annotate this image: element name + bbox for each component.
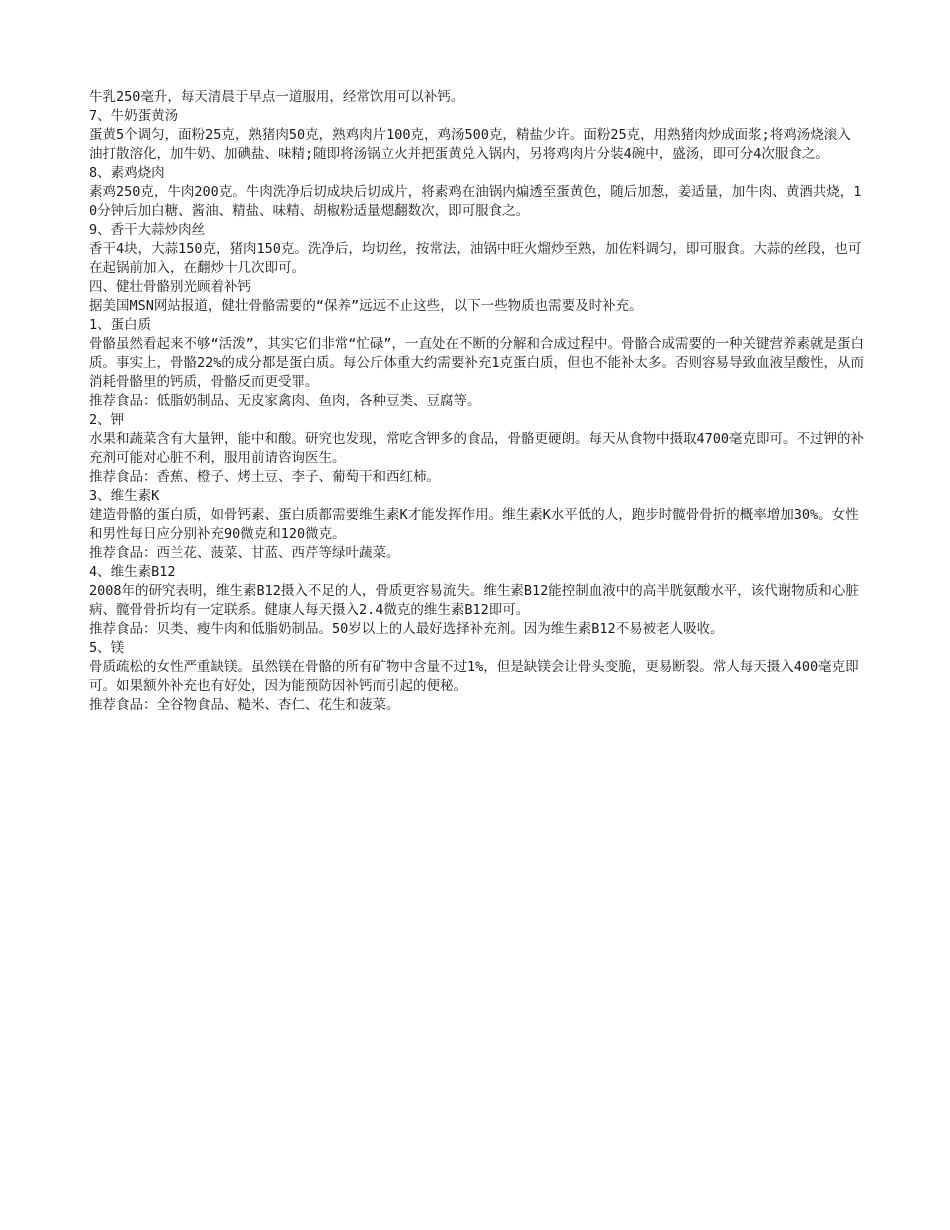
paragraph: 骨质疏松的女性严重缺镁。虽然镁在骨骼的所有矿物中含量不过1%，但是缺镁会让骨头变脆，更易断裂。常人每天摄入400毫克即可。如果额外补充也有好处，因为能预防因补钙而引起的便秘。 [89,659,859,694]
recommendation: 推荐食品：香蕉、橙子、烤土豆、李子、葡萄干和西红柿。 [89,469,440,485]
document-body [89,88,864,715]
section-heading: 3、维生素K [89,488,160,504]
recommendation: 推荐食品：全谷物食品、糙米、杏仁、花生和菠菜。 [89,697,400,713]
paragraph: 2008年的研究表明，维生素B12摄入不足的人，骨质更容易流失。维生素B12能控制血液中的高半胱氨酸水平，该代谢物质和心脏病、髋骨骨折均有一定联系。健康人每天摄入2.4微克的维生素B12即可。 [89,583,859,618]
paragraph: 蛋黄5个调匀，面粉25克，熟猪肉50克，熟鸡肉片100克，鸡汤500克，精盐少许。面粉25克，用熟猪肉炒成面浆;将鸡汤烧滚入油打散溶化，加牛奶、加碘盐、味精;随即将汤锅立火并把蛋黄兑入锅内，另将鸡肉片分装4碗中，盛汤，即可分4次服食之。 [89,127,851,162]
paragraph: 牛乳250毫升，每天清晨于早点一道服用，经常饮用可以补钙。 [89,89,465,105]
paragraph: 水果和蔬菜含有大量钾，能中和酸。研究也发现，常吃含钾多的食品，骨骼更硬朗。每天从食物中摄取4700毫克即可。不过钾的补充剂可能对心脏不利，服用前请咨询医生。 [89,431,865,466]
section-heading: 四、健壮骨骼别光顾着补钙 [89,279,251,295]
paragraph: 骨骼虽然看起来不够“活泼”，其实它们非常“忙碌”，一直处在不断的分解和合成过程中。骨骼合成需要的一种关键营养素就是蛋白质。事实上，骨骼22%的成分都是蛋白质。每公斤体重大约需要补充1克蛋白质，但也不能补太多。否则容易导致血液呈酸性，从而消耗骨骼里的钙质，骨骼反而更受罪。 [89,336,865,390]
section-heading: 2、钾 [89,412,125,428]
section-heading: 1、蛋白质 [89,317,152,333]
paragraph: 据美国MSN网站报道，健壮骨骼需要的“保养”远远不止这些，以下一些物质也需要及时补充。 [89,298,643,314]
section-heading: 4、维生素B12 [89,564,176,580]
section-heading: 7、牛奶蛋黄汤 [89,108,179,124]
paragraph: 素鸡250克，牛肉200克。牛肉洗净后切成块后切成片，将素鸡在油锅内煸透至蛋黄色，随后加葱，姜适量，加牛肉、黄酒共烧，10分钟后加白糖、酱油、精盐、味精、胡椒粉适量煾翻数次，即可服食之。 [89,184,862,219]
section-heading: 8、素鸡烧肉 [89,165,165,181]
section-heading: 5、镁 [89,640,125,656]
paragraph: 香干4块，大蒜150克，猪肉150克。洗净后，均切丝，按常法，油锅中旺火熘炒至熟，加佐料调匀，即可服食。大蒜的丝段，也可在起锅前加入，在翻炒十几次即可。 [89,241,862,276]
recommendation: 推荐食品：贝类、瘦牛肉和低脂奶制品。50岁以上的人最好选择补充剂。因为维生素B12不易被老人吸收。 [89,621,724,637]
recommendation: 推荐食品：西兰花、菠菜、甘蓝、西芹等绿叶蔬菜。 [89,545,400,561]
paragraph: 建造骨骼的蛋白质，如骨钙素、蛋白质都需要维生素K才能发挥作用。维生素K水平低的人，跑步时髋骨骨折的概率增加30%。女性和男性每日应分别补充90微克和120微克。 [89,507,859,542]
recommendation: 推荐食品：低脂奶制品、无皮家禽肉、鱼肉，各种豆类、豆腐等。 [89,393,481,409]
section-heading: 9、香干大蒜炒肉丝 [89,222,206,238]
